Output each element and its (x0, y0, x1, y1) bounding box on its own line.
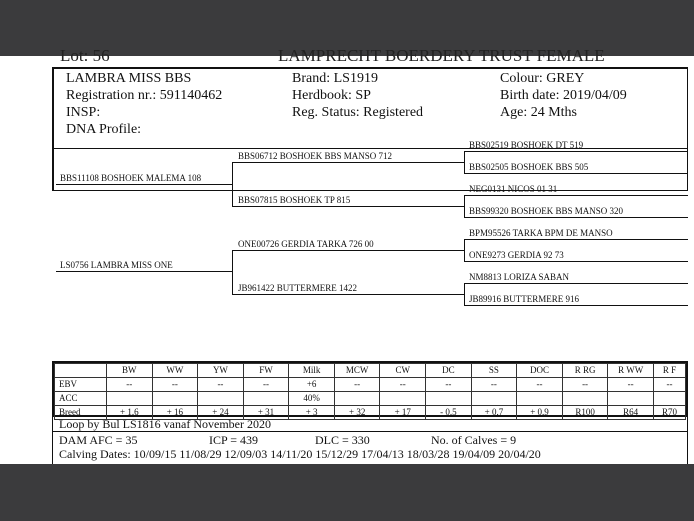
dds-line (464, 283, 688, 284)
ssd-line (464, 173, 688, 174)
animal-name: LAMBRA MISS BBS (66, 71, 192, 86)
table-cell (654, 392, 686, 406)
pedigree-sdd: BBS99320 BOSHOEK BBS MANSO 320 (469, 206, 624, 216)
table-cell: -- (654, 378, 686, 392)
pedigree-sss: BBS02519 BOSHOEK DT 519 (469, 140, 584, 150)
table-cell: - 0.5 (426, 406, 472, 420)
insp-label: INSP: (66, 105, 101, 120)
pedigree-top-rule (52, 148, 688, 149)
ddd-line (464, 305, 688, 306)
table-cell: R70 (654, 406, 686, 420)
table-cell: + 17 (380, 406, 426, 420)
sss-line (464, 151, 688, 152)
table-header-cell: YW (198, 364, 244, 378)
document-page (0, 46, 694, 464)
table-header-cell: Milk (289, 364, 335, 378)
table-cell: + 0.9 (517, 406, 563, 420)
table-header-cell: R F (654, 364, 686, 378)
pedigree-sire: BBS11108 BOSHOEK MALEMA 108 (60, 173, 202, 183)
pedigree-dam-dam: JB961422 BUTTERMERE 1422 (238, 283, 358, 293)
table-cell: R100 (562, 406, 608, 420)
pedigree-dam: LS0756 LAMBRA MISS ONE (60, 260, 173, 270)
dam-line (56, 271, 232, 272)
table-cell: + 3 (289, 406, 335, 420)
table-header-cell (55, 364, 107, 378)
sire-bracket (232, 162, 233, 206)
table-cell: -- (608, 378, 654, 392)
row-label: Breed (55, 406, 107, 420)
herdbook: Herdbook: SP (292, 88, 371, 103)
table-cell (517, 392, 563, 406)
table-header-cell: BW (107, 364, 153, 378)
pedigree-dds: NM8813 LORIZA SABAN (469, 272, 570, 282)
dna-profile-label: DNA Profile: (66, 122, 142, 137)
table-cell: + 0.7 (471, 406, 517, 420)
colour: Colour: GREY (500, 71, 585, 86)
registration-number: Registration nr.: 591140462 (66, 88, 223, 103)
bottom-dark-band (0, 464, 694, 521)
table-cell: +6 (289, 378, 335, 392)
lot-number: Lot: 56 (60, 46, 110, 65)
table-row (55, 378, 686, 392)
pedigree-sds: NEG0131 NICOS 01 31 (469, 184, 558, 194)
table-cell: + 32 (334, 406, 380, 420)
age: Age: 24 Mths (500, 105, 577, 120)
sire-line (56, 184, 232, 185)
table-header-cell: R WW (608, 364, 654, 378)
table-cell: + 31 (243, 406, 289, 420)
pedigree-sire-dam: BBS07815 BOSHOEK TP 815 (238, 195, 351, 205)
table-header-cell: MCW (334, 364, 380, 378)
ss-line (232, 162, 464, 163)
calving-dates: Calving Dates: 10/09/15 11/08/29 12/09/03 14/11/20 15/12/29 17/04/13 18/03/28 19/04/09 20/04/20 (59, 447, 541, 461)
reg-status: Reg. Status: Registered (292, 105, 424, 120)
dd-bracket (464, 283, 465, 305)
table-header-cell: R RG (562, 364, 608, 378)
pedigree-ssd: BBS02505 BOSHOEK BBS 505 (469, 162, 589, 172)
dam-dlc: DLC = 330 (315, 433, 370, 447)
table-cell: -- (334, 378, 380, 392)
performance-table (52, 361, 688, 417)
table-header-cell: DOC (517, 364, 563, 378)
table-cell: 40% (289, 392, 335, 406)
loop-note: Loop by Bul LS1816 vanaf November 2020 (52, 417, 688, 432)
table-header-cell: SS (471, 364, 517, 378)
table-header-cell: CW (380, 364, 426, 378)
table-cell (380, 392, 426, 406)
table-cell: -- (426, 378, 472, 392)
dd-line (232, 294, 464, 295)
table-cell: + 1.6 (107, 406, 153, 420)
table-cell: R64 (608, 406, 654, 420)
table-cell: -- (380, 378, 426, 392)
dam-info-box (52, 432, 688, 464)
table-cell: -- (198, 378, 244, 392)
dam-icp: ICP = 439 (209, 433, 258, 447)
row-label: EBV (55, 378, 107, 392)
birth-date: Birth date: 2019/04/09 (500, 88, 627, 103)
pedigree-ddd: JB89916 BUTTERMERE 916 (469, 294, 580, 304)
table-cell (243, 392, 289, 406)
pedigree-dsd: ONE9273 GERDIA 92 73 (469, 250, 564, 260)
table-cell (608, 392, 654, 406)
ds-line (232, 250, 464, 251)
sd-line (232, 206, 464, 207)
sds-line (464, 195, 688, 196)
table-header-cell: FW (243, 364, 289, 378)
page-heading: LAMPRECHT BOERDERY TRUST FEMALE (278, 46, 605, 65)
dss-line (464, 239, 688, 240)
table-cell: -- (152, 378, 198, 392)
dam-calves-count: No. of Calves = 9 (431, 433, 517, 447)
sdd-line (464, 217, 688, 218)
table-cell (107, 392, 153, 406)
dsd-line (464, 261, 688, 262)
ds-bracket (464, 239, 465, 261)
table-cell: + 24 (198, 406, 244, 420)
brand: Brand: LS1919 (292, 71, 378, 86)
table-cell (198, 392, 244, 406)
pedigree-sire-sire: BBS06712 BOSHOEK BBS MANSO 712 (238, 151, 393, 161)
pedigree-dss: BPM95526 TARKA BPM DE MANSO (469, 228, 613, 238)
table-cell (426, 392, 472, 406)
dam-bracket (232, 250, 233, 294)
table-cell (152, 392, 198, 406)
table-cell: -- (562, 378, 608, 392)
dam-afc: DAM AFC = 35 (59, 433, 138, 447)
table-cell: -- (107, 378, 153, 392)
table-row (55, 392, 686, 406)
table-cell (471, 392, 517, 406)
table-cell (562, 392, 608, 406)
ss-bracket (464, 151, 465, 173)
table-cell: -- (243, 378, 289, 392)
pedigree-dam-sire: ONE00726 GERDIA TARKA 726 00 (238, 239, 374, 249)
table-cell: + 16 (152, 406, 198, 420)
sd-bracket (464, 195, 465, 217)
table-cell: -- (471, 378, 517, 392)
table-header-row (55, 364, 686, 378)
table-cell: -- (517, 378, 563, 392)
table-header-cell: DC (426, 364, 472, 378)
row-label: ACC (55, 392, 107, 406)
table-header-cell: WW (152, 364, 198, 378)
table-cell (334, 392, 380, 406)
